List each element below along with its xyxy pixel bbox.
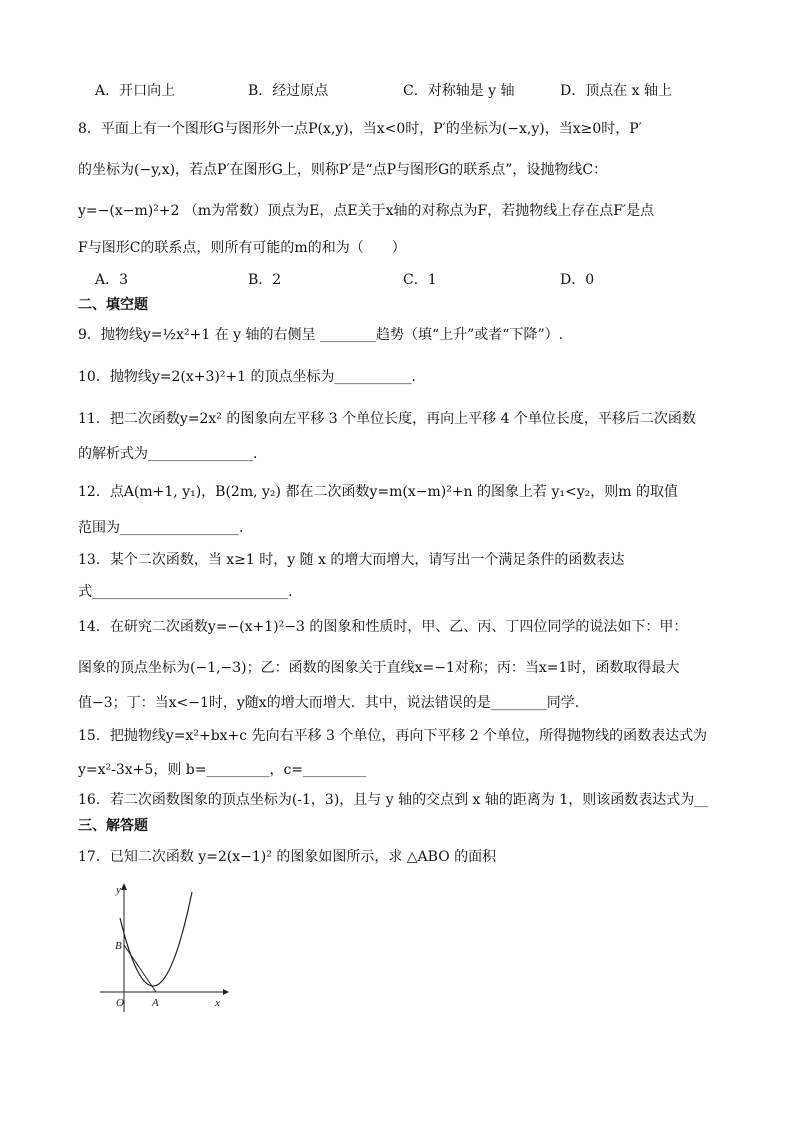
q11-line-1: 11．把二次函数y=2x² 的图象向左平移 3 个单位长度，再向上平移 4 个单位长度，平移后二次函数 <box>78 411 696 427</box>
point-a-label: A <box>152 997 159 1009</box>
q8-option-c: C．1 <box>403 272 437 288</box>
q15-line-1: 15．把抛物线y=x²+bx+c 先向右平移 3 个单位，再向下平移 2 个单位，所得抛物线的函数表达式为 <box>78 728 708 744</box>
x-axis-arrow <box>223 989 229 995</box>
q13-line-1: 13．某个二次函数，当 x≥1 时，y 随 x 的增大而增大，请写出一个满足条件的函数表达 <box>78 552 625 568</box>
q10-text: 10．抛物线y=2(x+3)²+1 的顶点坐标为___________． <box>78 369 426 385</box>
q7-option-a: A．开口向上 <box>95 83 176 99</box>
q8-option-d: D．0 <box>560 272 595 288</box>
segment-ba <box>124 945 156 992</box>
q17-text: 17．已知二次函数 y=2(x−1)² 的图象如图所示，求 △ABO 的面积 <box>78 849 497 865</box>
q7-option-b: B．经过原点 <box>248 83 329 99</box>
q14-line-2: 图象的顶点坐标为(−1,−3)；乙：函数的图象关于直线x=−1对称；丙：当x=1时，函数取得最大 <box>78 660 680 676</box>
q8-option-a: A．3 <box>95 272 129 288</box>
x-axis-label: x <box>215 997 220 1009</box>
q8-line-1: 8．平面上有一个图形G与图形外一点P(x,y)，当x<0时，P′的坐标为(−x,y)，当x≥0时，P′ <box>78 121 642 137</box>
q8-line-4: F与图形C的联系点，则所有可能的m的和为（ ） <box>78 240 406 256</box>
q12-line-2: 范围为_________________. <box>78 520 244 536</box>
q7-option-c: C．对称轴是 y 轴 <box>403 83 515 99</box>
section-fill-in-heading: 二、填空题 <box>78 297 148 313</box>
q8-option-b: B．2 <box>248 272 282 288</box>
q17-parabola-figure <box>95 878 235 1018</box>
q11-line-2: 的解析式为_______________. <box>78 446 258 462</box>
point-b-label: B <box>115 940 122 952</box>
q14-line-1: 14．在研究二次函数y=−(x+1)²−3 的图象和性质时，甲、乙、丙、丁四位同学的说法如下：甲： <box>78 619 688 635</box>
q13-line-2: 式____________________________. <box>78 584 293 600</box>
q14-line-3: 值−3；丁：当x<−1时，y随x的增大而增大．其中，说法错误的是________同学． <box>78 695 589 711</box>
y-axis-arrow <box>121 883 127 890</box>
q7-option-d: D．顶点在 x 轴上 <box>560 83 673 99</box>
y-axis-label: y <box>116 884 121 896</box>
q12-line-1: 12．点A(m+1, y₁)，B(2m, y₂) 都在二次函数y=m(x−m)²+n 的图象上若 y₁<y₂，则m 的取值 <box>78 484 678 500</box>
section-answer-heading: 三、解答题 <box>78 818 148 834</box>
q9-text: 9．抛物线y=½x²+1 在 y 轴的右侧呈 ________趋势（填“上升”或者“下降”）. <box>78 327 564 343</box>
q8-line-3: y=−(x−m)²+2 （m为常数）顶点为E，点E关于x轴的对称点为F，若抛物线上存在点F′是点 <box>78 203 655 219</box>
parabola-curve <box>120 892 192 986</box>
q16-text: 16．若二次函数图象的顶点坐标为(-1，3)，且与 y 轴的交点到 x 轴的距离为 1，则该函数表达式为__ <box>78 792 709 808</box>
q15-line-2: y=x²-3x+5，则 b=_________，c=_________ <box>78 762 367 778</box>
origin-label: O <box>116 997 124 1009</box>
q8-line-2: 的坐标为(−y,x)，若点P′在图形G上，则称P′是“点P与图形G的联系点”，设抛物线C： <box>78 162 608 178</box>
